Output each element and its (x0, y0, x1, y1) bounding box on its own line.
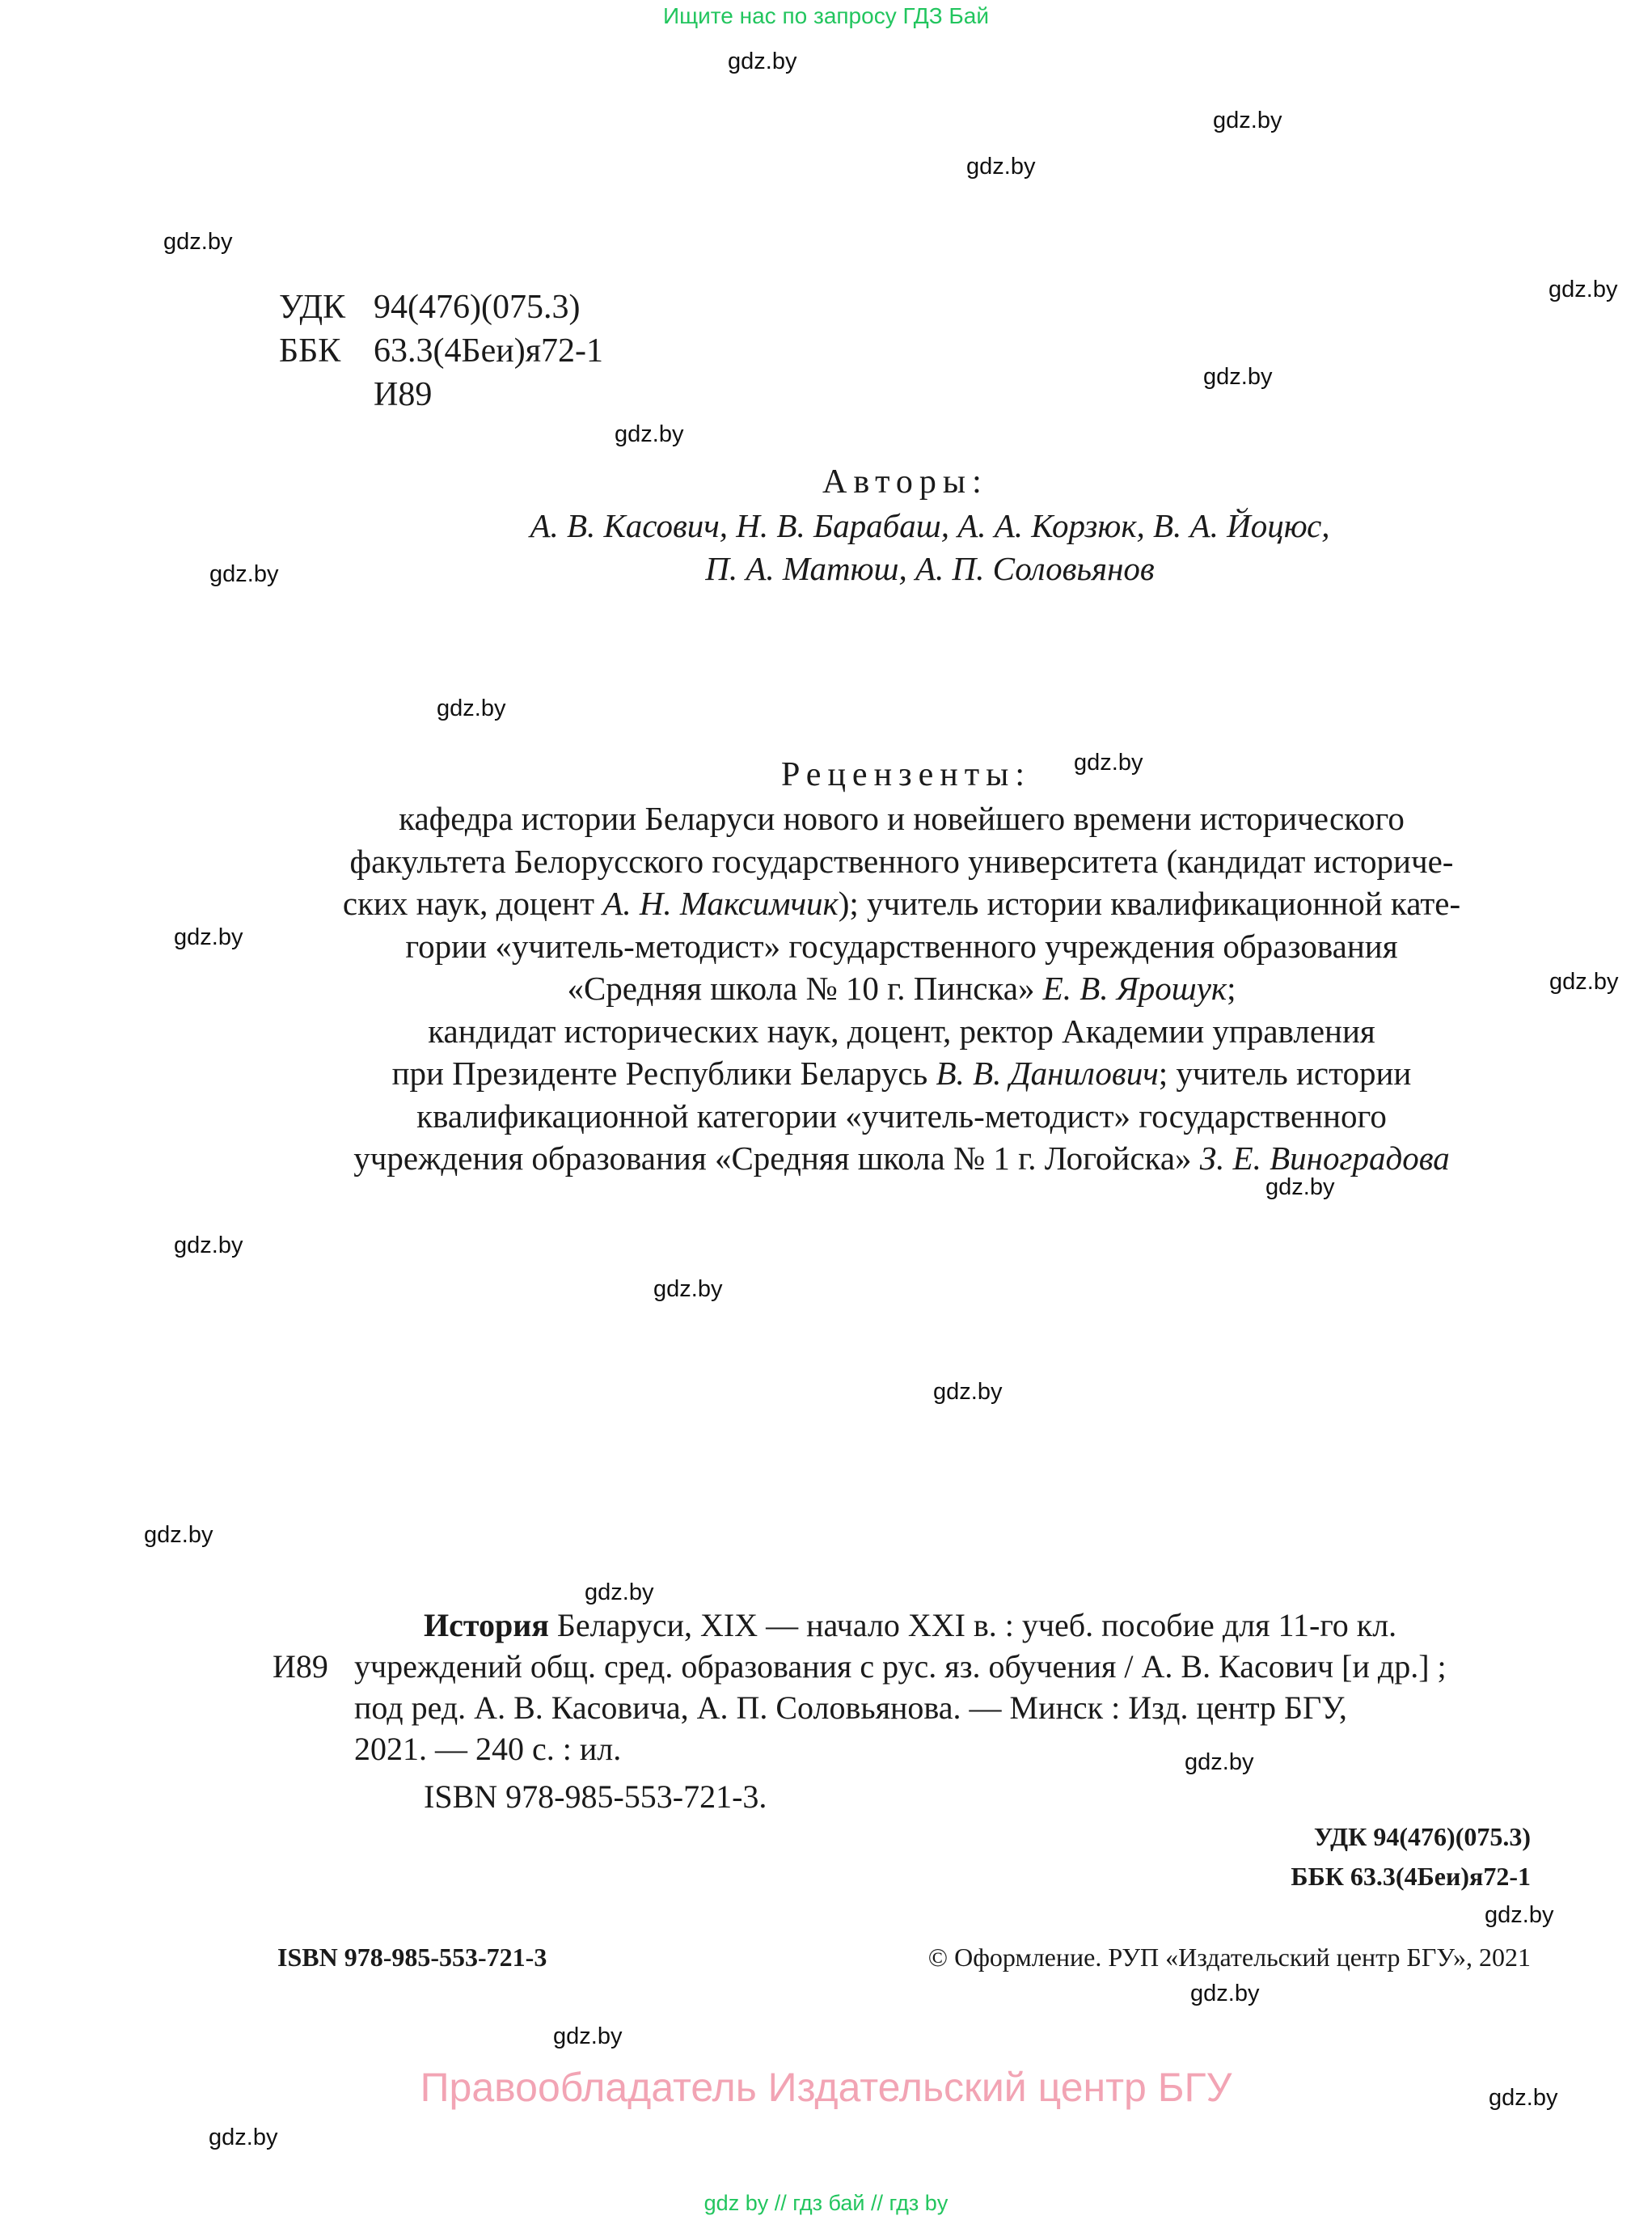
copyright-notice: © Оформление. РУП «Издательский центр БГУ», 2021 (927, 1943, 1531, 1972)
bib-line-3: под ред. А. В. Касовича, А. П. Соловьянова. — Минск : Изд. центр БГУ, (354, 1689, 1347, 1726)
watermark: gdz.by (966, 154, 1036, 180)
top-search-link[interactable]: Ищите нас по запросу ГДЗ Бай (662, 3, 990, 28)
watermark: gdz.by (728, 49, 797, 74)
reviewers-line: квалификационной категории «учитель-методист» государственного (416, 1097, 1387, 1135)
watermark: gdz.by (1548, 277, 1618, 302)
udk-label: УДК (279, 289, 346, 326)
reviewers-label: Рецензенты: (781, 756, 1031, 793)
watermark: gdz.by (437, 696, 506, 721)
bib-mark: И89 (273, 1648, 328, 1685)
reviewers-text (279, 797, 1524, 1180)
bbk-label: ББК (279, 332, 341, 370)
watermark: gdz.by (1190, 1981, 1260, 2006)
reviewers-text-part: учреждения образования «Средняя школа № 1 г. Логойска» (353, 1139, 1200, 1177)
bib-line-1 (424, 1605, 1396, 1646)
reviewers-text-part: ; (1227, 970, 1236, 1007)
imprint-udk: УДК 94(476)(075.3) (1313, 1822, 1531, 1851)
watermark: gdz.by (1213, 108, 1282, 133)
watermark: gdz.by (615, 421, 684, 447)
reviewers-text-part: ских наук, доцент (342, 885, 603, 922)
watermark: gdz.by (1203, 364, 1273, 390)
watermark: gdz.by (1489, 2085, 1558, 2111)
udk-value: 94(476)(075.3) (374, 289, 581, 326)
watermark: gdz.by (1185, 1749, 1254, 1775)
watermark: gdz.by (144, 1522, 213, 1548)
bib-title: История (424, 1607, 549, 1643)
imprint-bbk: ББК 63.3(4Беи)я72-1 (1291, 1862, 1531, 1891)
footer-separator: // (871, 2191, 884, 2215)
bib-line-4: 2021. — 240 с. : ил. (354, 1731, 622, 1767)
authors-line: А. В. Касович, Н. В. Барабаш, А. А. Корзюк, В. А. Йоцюс, (530, 507, 1330, 544)
footer-link-gdz-by-cyr[interactable]: гдз by (889, 2191, 949, 2215)
reviewers-line (279, 882, 1524, 925)
reviewers-text-part: ); учитель истории квалификационной кате- (838, 885, 1461, 922)
reviewers-line: кафедра истории Беларуси нового и новейшего времени исторического (399, 800, 1405, 837)
reviewer-name: Е. В. Ярошук (1042, 970, 1227, 1007)
watermark: gdz.by (1074, 750, 1143, 776)
reviewer-name: А. Н. Максимчик (602, 885, 839, 922)
reviewers-line (279, 967, 1524, 1010)
bib-line-2: учреждений общ. сред. образования с рус. яз. обучения / А. В. Касович [и др.] ; (354, 1648, 1447, 1685)
reviewers-text-part: «Средняя школа № 10 г. Пинска» (567, 970, 1043, 1007)
watermark: gdz.by (553, 2023, 623, 2049)
reviewers-line (279, 1137, 1524, 1180)
watermark: gdz.by (1549, 969, 1619, 995)
reviewers-text-part: ; учитель истории (1158, 1055, 1412, 1092)
watermark: gdz.by (174, 1233, 243, 1258)
watermark: gdz.by (653, 1276, 723, 1302)
watermark: gdz.by (174, 924, 243, 950)
watermark: gdz.by (585, 1579, 654, 1605)
rightholder-notice: Правообладатель Издательский центр БГУ (420, 2065, 1232, 2110)
reviewers-text-part: при Президенте Республики Беларусь (391, 1055, 936, 1092)
reviewers-line: гории «учитель-методист» государственного учреждения образования (405, 927, 1398, 965)
bib-isbn: ISBN 978-985-553-721-3. (424, 1778, 767, 1815)
footer-link-gdz-bai[interactable]: гдз бай (792, 2191, 865, 2215)
footer-links (0, 2191, 1652, 2216)
authors-list (279, 505, 1581, 590)
reviewers-line (279, 1052, 1524, 1095)
reviewers-line: факультета Белорусского государственного университета (кандидат историче- (349, 842, 1454, 880)
reviewer-name: З. Е. Виноградова (1199, 1139, 1450, 1177)
watermark: gdz.by (163, 229, 233, 255)
bbk-value: 63.3(4Беи)я72-1 (374, 332, 604, 370)
watermark: gdz.by (1265, 1174, 1335, 1200)
footer-link-gdz-by[interactable]: gdz by (703, 2191, 769, 2215)
imprint-isbn: ISBN 978-985-553-721-3 (277, 1943, 547, 1972)
watermark: gdz.by (209, 2125, 278, 2150)
author-mark: И89 (374, 376, 433, 413)
footer-separator: // (774, 2191, 787, 2215)
watermark: gdz.by (209, 561, 279, 587)
authors-label: Авторы: (822, 463, 988, 501)
watermark: gdz.by (1485, 1902, 1554, 1928)
reviewer-name: В. В. Данилович (936, 1055, 1159, 1092)
reviewers-line: кандидат исторических наук, доцент, ректор Академии управления (428, 1012, 1375, 1050)
authors-line: П. А. Матюш, А. П. Соловьянов (705, 549, 1155, 587)
bib-line-1-rest: Беларуси, XIX — начало XXI в. : учеб. пособие для 11-го кл. (548, 1607, 1397, 1643)
watermark: gdz.by (933, 1379, 1003, 1405)
